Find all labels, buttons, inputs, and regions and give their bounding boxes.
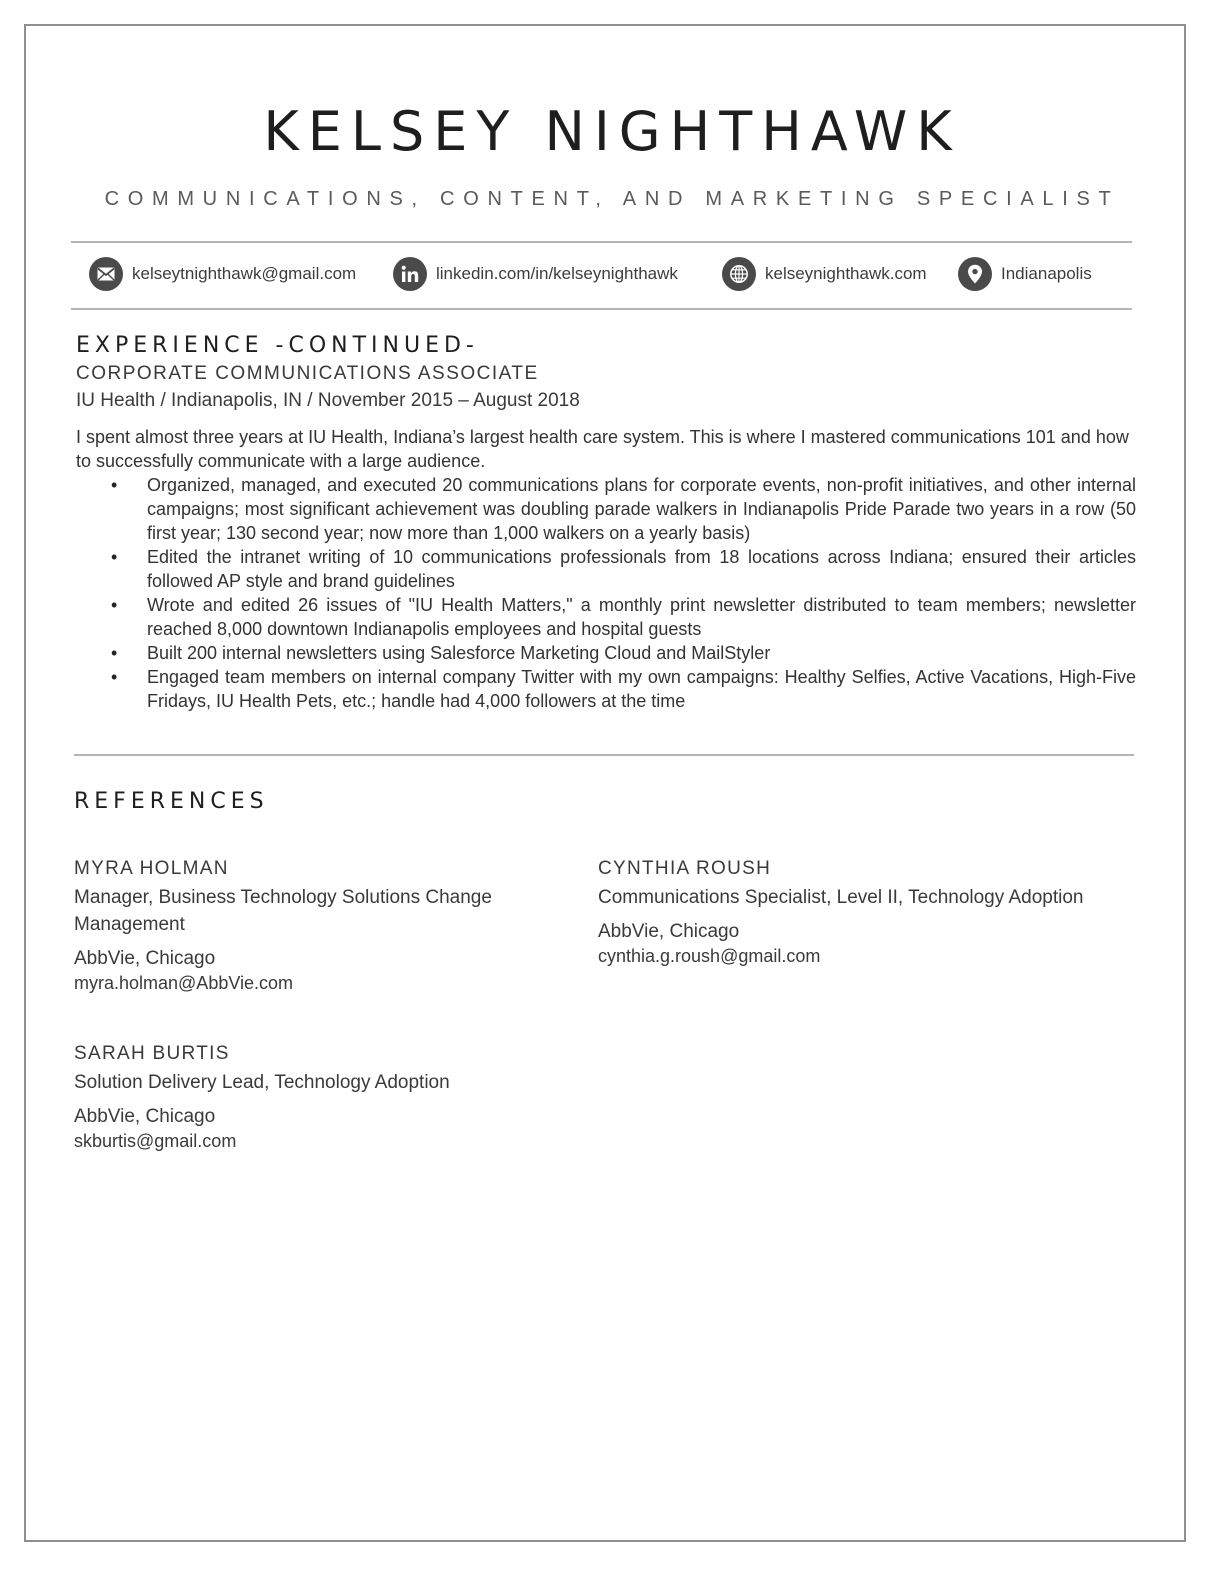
- references-heading: REFERENCES: [74, 789, 269, 814]
- reference-card: [74, 1040, 544, 1153]
- reference-role: Manager, Business Technology Solutions Change Management: [74, 887, 492, 935]
- candidate-tagline: COMMUNICATIONS, CONTENT, AND MARKETING SPECIALIST: [104, 188, 1120, 210]
- reference-role: Communications Specialist, Level II, Technology Adoption: [598, 887, 1084, 908]
- list-item: • Engaged team members on internal company Twitter with my own campaigns: Healthy Selfies, Active Vacations, High-Five Fridays, IU Health Pets, etc.; handle had 4,000 followers at the time: [76, 665, 1136, 713]
- reference-name: CYNTHIA ROUSH: [598, 858, 772, 879]
- reference-email[interactable]: cynthia.g.roush@gmail.com: [598, 946, 821, 966]
- contact-email[interactable]: [89, 256, 356, 292]
- reference-name: MYRA HOLMAN: [74, 858, 229, 879]
- reference-company: AbbVie, Chicago: [74, 948, 216, 969]
- reference-role: Solution Delivery Lead, Technology Adoption: [74, 1072, 450, 1093]
- contact-linkedin-text: linkedin.com/in/kelseynighthawk: [436, 264, 678, 283]
- experience-heading: EXPERIENCE -CONTINUED-: [76, 333, 479, 358]
- list-item: • Wrote and edited 26 issues of "IU Health Matters," a monthly print newsletter distributed to team members; newsletter reached 8,000 downtown Indianapolis employees and hospital guests: [76, 593, 1136, 641]
- reference-card: [598, 855, 1138, 968]
- reference-company: AbbVie, Chicago: [598, 921, 740, 942]
- globe-icon: [722, 257, 756, 291]
- contact-email-text: kelseytnighthawk@gmail.com: [132, 264, 357, 283]
- linkedin-icon: [393, 257, 427, 291]
- job-meta: IU Health / Indianapolis, IN / November 2015 – August 2018: [76, 390, 580, 411]
- header-divider-top: [71, 241, 1132, 243]
- contact-website[interactable]: [722, 256, 927, 292]
- list-item: • Edited the intranet writing of 10 communications professionals from 18 locations across Indiana; ensured their articles followed AP style and brand guidelines: [76, 545, 1136, 593]
- reference-email[interactable]: skburtis@gmail.com: [74, 1131, 237, 1151]
- reference-company: AbbVie, Chicago: [74, 1106, 216, 1127]
- job-summary: I spent almost three years at IU Health, Indiana’s largest health care system. This is where I mastered communications 101 and how to successfully communicate with a large audience.: [76, 427, 1129, 471]
- email-icon: [89, 257, 123, 291]
- section-divider: [74, 754, 1134, 756]
- contact-linkedin[interactable]: [393, 256, 678, 292]
- list-item: • Organized, managed, and executed 20 communications plans for corporate events, non-profit initiatives, and other internal campaigns; most significant achievement was doubling parade walkers in Indianapolis Pride Parade two years in a row (50 first year; 130 second year; now more than 1,000 walkers on a yearly basis): [76, 473, 1136, 545]
- reference-name: SARAH BURTIS: [74, 1043, 230, 1064]
- job-title: CORPORATE COMMUNICATIONS ASSOCIATE: [76, 363, 539, 384]
- candidate-name: KELSEY NIGHTHAWK: [263, 100, 961, 163]
- contact-website-text: kelseynighthawk.com: [765, 264, 927, 283]
- reference-card: [74, 855, 544, 995]
- page-border: [24, 24, 1186, 1542]
- job-achievements-list: [76, 473, 1136, 713]
- contact-location-text: Indianapolis: [1001, 264, 1092, 283]
- location-pin-icon: [958, 257, 992, 291]
- list-item: • Built 200 internal newsletters using Salesforce Marketing Cloud and MailStyler: [76, 641, 1136, 665]
- contact-location: [958, 256, 1092, 292]
- reference-email[interactable]: myra.holman@AbbVie.com: [74, 973, 294, 993]
- header-divider-bottom: [71, 308, 1132, 310]
